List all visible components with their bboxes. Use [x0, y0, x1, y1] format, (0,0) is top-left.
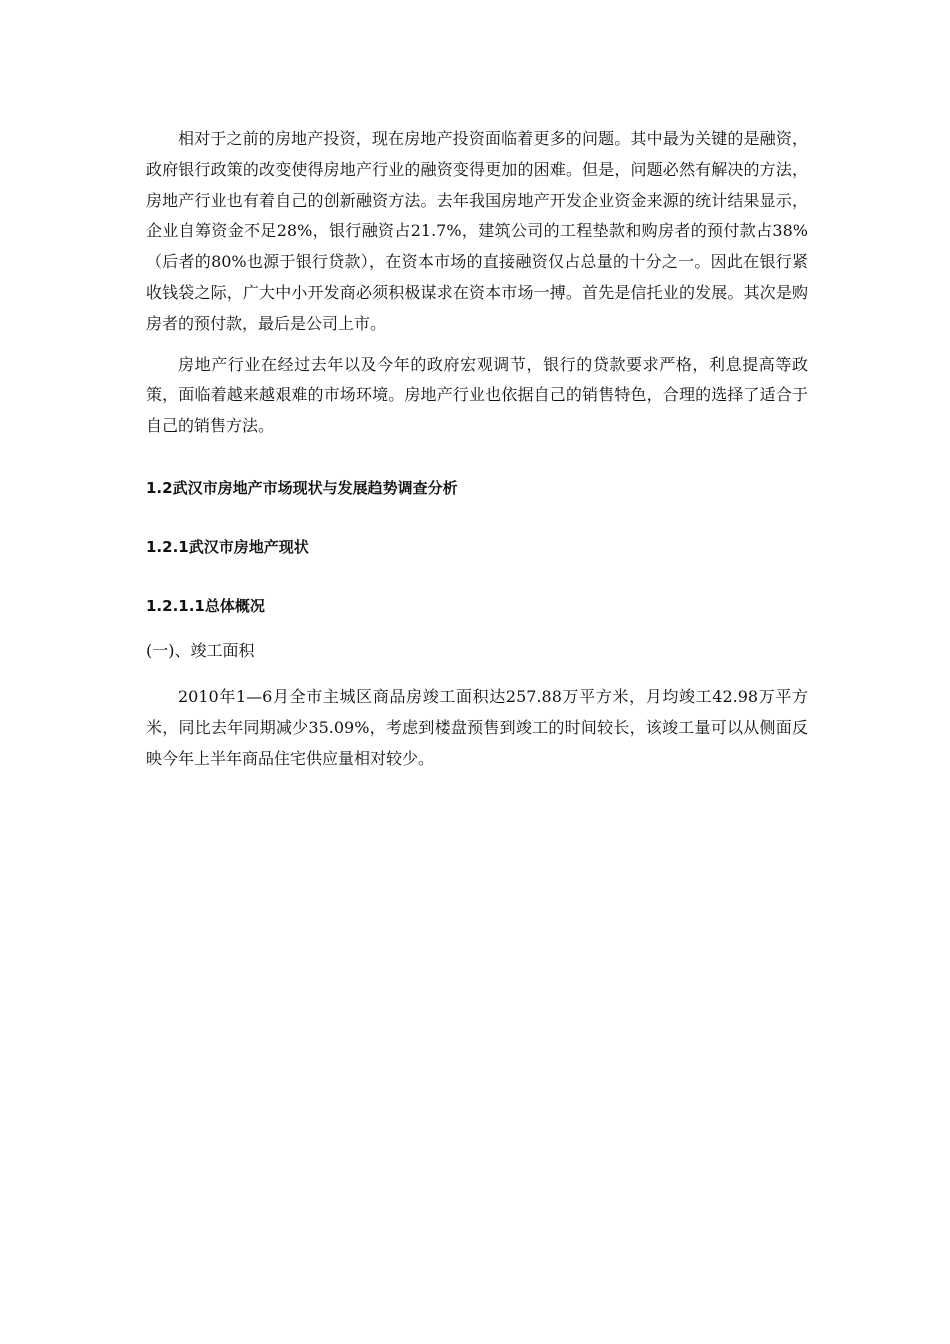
body-paragraph-financing: 相对于之前的房地产投资，现在房地产投资面临着更多的问题。其中最为关键的是融资，政府银行政策的改变使得房地产行业的融资变得更加的困难。但是，问题必然有解决的方法，房地产行业也有着自己的创新融资方法。去年我国房地产开发企业资金来源的统计结果显示，企业自筹资金不足28%，银行融资占21.7%，建筑公司的工程垫款和购房者的预付款占38%（后者的80%也源于银行贷款），在资本市场的直接融资仅占总量的十分之一。因此在银行紧收钱袋之际，广大中小开发商必须积极谋求在资本市场一搏。首先是信托业的发展。其次是购房者的预付款，最后是公司上市。	[146, 129, 808, 333]
body-paragraph-market-environment: 房地产行业在经过去年以及今年的政府宏观调节，银行的贷款要求严格，利息提高等政策，面临着越来越艰难的市场环境。房地产行业也依据自己的销售特色，合理的选择了适合于自己的销售方法。	[146, 354, 808, 436]
body-paragraph-completion-area: 2010年1—6月全市主城区商品房竣工面积达257.88万平方米，月均竣工42.98万平方米，同比去年同期减少35.09%，考虑到楼盘预售到竣工的时间较长，该竣工量可以从侧面反映今年上半年商品住宅供应量相对较少。	[146, 686, 808, 768]
section-heading-1-2-1-1: 1.2.1.1总体概况	[146, 596, 265, 615]
section-heading-1-2: 1.2武汉市房地产市场现状与发展趋势调查分析	[146, 478, 458, 497]
section-heading-1-2-1: 1.2.1武汉市房地产现状	[146, 537, 309, 556]
document-page	[146, 124, 808, 784]
subsection-heading-completion-area: (一)、竣工面积	[146, 640, 255, 660]
